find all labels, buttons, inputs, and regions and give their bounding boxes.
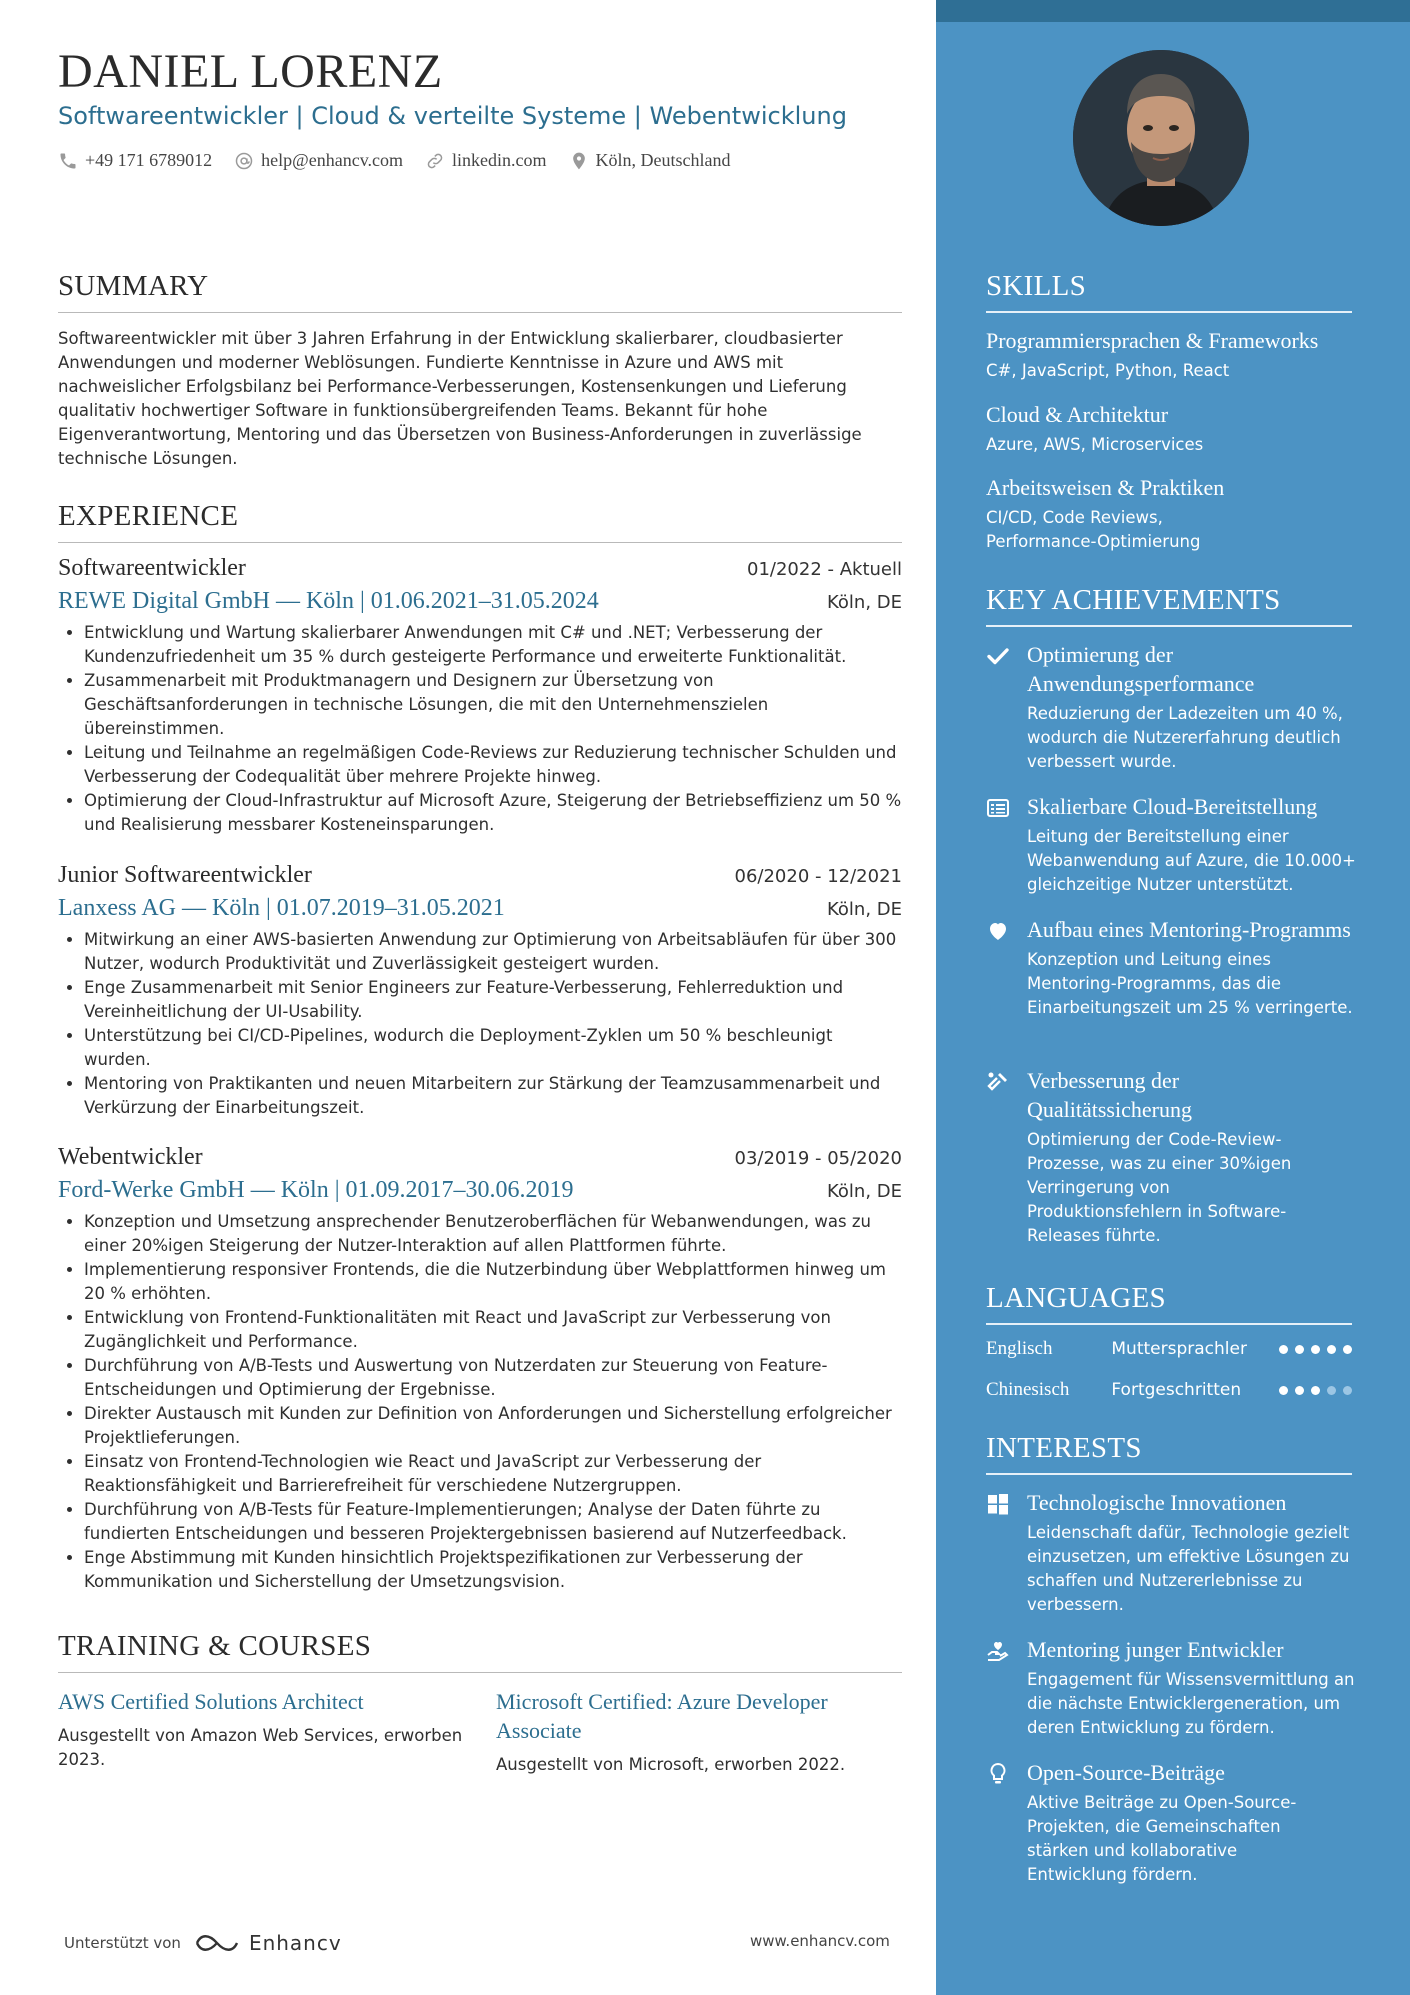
bullet-item: • Entwicklung und Wartung skalierbarer Anwendungen mit C# und .NET; Verbesserung der Kundenzufriedenheit um 35 % durch gesteigerte Performance und erweiterte Funktionalität. — [84, 621, 902, 669]
interest-desc: Engagement für Wissensvermittlung an die nächste Entwicklergeneration, um deren Entwicklung zu fördern. — [1027, 1670, 1355, 1737]
rating-dot — [1343, 1345, 1352, 1354]
bullet-item: • Enge Zusammenarbeit mit Senior Engineers zur Feature-Verbesserung, Fehlerreduktion und Vereinheitlichung der UI-Usability. — [84, 976, 902, 1024]
checkmark-icon — [986, 644, 1010, 668]
interests-heading: INTERESTS — [986, 1432, 1352, 1465]
job-entry — [58, 555, 902, 837]
job-bullets — [58, 621, 902, 837]
course-desc: Ausgestellt von Amazon Web Services, erworben 2023. — [58, 1726, 463, 1769]
skill-desc: CI/CD, Code Reviews, Performance-Optimierung — [986, 508, 1201, 551]
job-location: Köln, DE — [826, 592, 902, 613]
job-bullets — [58, 1210, 902, 1594]
avatar — [1073, 50, 1249, 226]
at-icon — [234, 151, 254, 171]
interest-title: Technologische Innovationen — [1027, 1490, 1287, 1515]
skill-desc: C#, JavaScript, Python, React — [986, 361, 1230, 380]
skill-group — [986, 400, 1366, 457]
language-row — [986, 1338, 1352, 1360]
achievement-title: Verbesserung der Qualitätssicherung — [1027, 1068, 1192, 1122]
bullet-item: • Unterstützung bei CI/CD-Pipelines, wodurch die Deployment-Zyklen um 50 % beschleunigt wurden. — [84, 1024, 902, 1072]
avatar-photo — [1073, 50, 1249, 226]
skills-heading: SKILLS — [986, 270, 1352, 303]
job-location: Köln, DE — [826, 1181, 902, 1202]
link-icon — [425, 151, 445, 171]
rating-dot — [1327, 1386, 1336, 1395]
course-entry — [58, 1687, 478, 1772]
achievement-desc: Konzeption und Leitung eines Mentoring-Programms, das die Einarbeitungszeit um 25 % verringerte. — [1027, 950, 1353, 1017]
interest-item — [986, 1488, 1356, 1617]
sidebar-top-bar — [936, 0, 1410, 22]
language-name: Englisch — [986, 1338, 1053, 1359]
job-bullets — [58, 928, 902, 1120]
rating-dot — [1311, 1345, 1320, 1354]
achievement-desc: Leitung der Bereitstellung einer Webanwendung auf Azure, die 10.000+ gleichzeitige Nutzer unterstützt. — [1027, 827, 1356, 894]
bullet-item: • Direkter Austausch mit Kunden zur Definition von Anforderungen und Sicherstellung erfolgreicher Projektlieferungen. — [84, 1402, 902, 1450]
rating-dot — [1279, 1386, 1288, 1395]
interest-desc: Aktive Beiträge zu Open-Source-Projekten, die Gemeinschaften stärken und kollaborative Entwicklung fördern. — [1027, 1793, 1297, 1884]
job-entry — [58, 1144, 902, 1594]
job-date: 01/2022 - Aktuell — [747, 559, 902, 580]
skill-group — [986, 473, 1225, 554]
achievement-item — [986, 640, 1356, 774]
enhancv-logo-icon — [193, 1930, 241, 1956]
achievement-title: Aufbau eines Mentoring-Programms — [1027, 917, 1351, 942]
location-pin-icon — [569, 151, 589, 171]
job-role: Junior Softwareentwickler — [58, 862, 312, 888]
interest-item — [986, 1758, 1326, 1887]
summary-divider — [58, 312, 902, 313]
skill-title: Arbeitsweisen & Praktiken — [986, 475, 1225, 500]
bullet-item: • Enge Abstimmung mit Kunden hinsichtlich Projektspezifikationen zur Verbesserung der Kommunikation und Sicherstellung der Umsetzungsvision. — [84, 1546, 902, 1594]
rating-dot — [1327, 1345, 1336, 1354]
skill-desc: Azure, AWS, Microservices — [986, 435, 1204, 454]
language-level: Fortgeschritten — [1111, 1380, 1242, 1400]
list-icon — [986, 796, 1010, 820]
language-row — [986, 1379, 1352, 1401]
job-location: Köln, DE — [826, 899, 902, 920]
course-desc: Ausgestellt von Microsoft, erworben 2022. — [496, 1755, 846, 1774]
job-company: Lanxess AG — Köln | 01.07.2019–31.05.2021 — [58, 895, 505, 921]
brand-name: Enhancv — [248, 1931, 342, 1955]
phone-text: +49 171 6789012 — [85, 150, 213, 170]
bullet-item: • Durchführung von A/B-Tests und Auswertung von Nutzerdaten zur Steuerung von Feature-Entscheidungen und Optimierung der Ergebnisse. — [84, 1354, 902, 1402]
achievement-desc: Reduzierung der Ladezeiten um 40 %, wodurch die Nutzererfahrung deutlich verbessert wurde. — [1027, 704, 1343, 771]
footer-url[interactable]: www.enhancv.com — [750, 1932, 890, 1950]
course-title: Microsoft Certified: Azure Developer Associate — [496, 1689, 828, 1743]
languages-divider — [986, 1323, 1352, 1325]
hand-heart-icon — [986, 1639, 1010, 1663]
headline: Softwareentwickler | Cloud & verteilte Systeme | Webentwicklung — [58, 102, 847, 130]
achievements-divider — [986, 625, 1352, 627]
interest-title: Open-Source-Beiträge — [1027, 1760, 1225, 1785]
achievement-item — [986, 915, 1356, 1020]
job-role: Webentwickler — [58, 1144, 203, 1170]
skill-title: Programmiersprachen & Frameworks — [986, 328, 1319, 353]
achievement-title: Skalierbare Cloud-Bereitstellung — [1027, 794, 1318, 819]
windows-icon — [986, 1492, 1010, 1516]
job-entry — [58, 862, 902, 1120]
lightbulb-icon — [986, 1762, 1010, 1786]
bullet-item: • Leitung und Teilnahme an regelmäßigen Code-Reviews zur Reduzierung technischer Schulden und Verbesserung der Codequalität über mehrere Projekte hinweg. — [84, 741, 902, 789]
achievement-desc: Optimierung der Code-Review-Prozesse, was zu einer 30%igen Verringerung von Produktionsfehlern in Software-Releases führte. — [1027, 1130, 1292, 1245]
interest-item — [986, 1635, 1356, 1740]
phone-icon — [58, 151, 78, 171]
contact-location — [569, 150, 731, 171]
bullet-item: • Mitwirkung an einer AWS-basierten Anwendung zur Optimierung von Arbeitsabläufen für über 300 Nutzer, wodurch Produktivität und Zuverlässigkeit gesteigert wurden. — [84, 928, 902, 976]
candidate-name: DANIEL LORENZ — [58, 45, 443, 98]
rating-dot — [1343, 1386, 1352, 1395]
linkedin-text: linkedin.com — [452, 150, 547, 170]
tools-icon — [986, 1070, 1010, 1094]
job-company: Ford-Werke GmbH — Köln | 01.09.2017–30.06.2019 — [58, 1177, 574, 1203]
contact-bar — [58, 150, 752, 171]
course-title: AWS Certified Solutions Architect — [58, 1689, 364, 1714]
bullet-item: • Zusammenarbeit mit Produktmanagern und Designern zur Übersetzung von Geschäftsanforderungen in technische Lösungen, die mit den Unternehmenszielen übereinstimmen. — [84, 669, 902, 741]
language-name: Chinesisch — [986, 1379, 1070, 1400]
training-divider — [58, 1672, 902, 1673]
language-rating — [1272, 1345, 1352, 1354]
job-role: Softwareentwickler — [58, 555, 246, 581]
interest-title: Mentoring junger Entwickler — [1027, 1637, 1284, 1662]
achievement-item — [986, 1066, 1332, 1248]
contact-email[interactable] — [234, 150, 403, 171]
bullet-item: • Optimierung der Cloud-Infrastruktur auf Microsoft Azure, Steigerung der Betriebseffizienz um 50 % und Realisierung messbarer Kosteneinsparungen. — [84, 789, 902, 837]
skills-divider — [986, 311, 1352, 313]
summary-heading: SUMMARY — [58, 270, 902, 303]
course-entry — [496, 1687, 896, 1777]
training-heading: TRAINING & COURSES — [58, 1630, 902, 1663]
bullet-item: • Konzeption und Umsetzung ansprechender Benutzeroberflächen für Webanwendungen, was zu einer 20%igen Steigerung der Nutzer-Interaktion auf allen Plattformen führte. — [84, 1210, 902, 1258]
bullet-item: • Mentoring von Praktikanten und neuen Mitarbeitern zur Stärkung der Teamzusammenarbeit und Verkürzung der Einarbeitungszeit. — [84, 1072, 902, 1120]
language-level: Muttersprachler — [1111, 1339, 1247, 1359]
job-date: 03/2019 - 05/2020 — [734, 1148, 902, 1169]
powered-by-label: Unterstützt von — [64, 1934, 181, 1952]
experience-heading: EXPERIENCE — [58, 500, 902, 533]
heart-icon — [986, 919, 1010, 943]
skill-title: Cloud & Architektur — [986, 402, 1169, 427]
contact-phone[interactable] — [58, 150, 212, 171]
email-text: help@enhancv.com — [261, 150, 404, 170]
languages-heading: LANGUAGES — [986, 1282, 1352, 1315]
interest-desc: Leidenschaft dafür, Technologie gezielt einzusetzen, um effektive Lösungen zu schaffen und Nutzererlebnisse zu verbessern. — [1027, 1523, 1350, 1614]
bullet-item: • Implementierung responsiver Frontends, die die Nutzerbindung über Webplattformen hinweg um 20 % erhöhten. — [84, 1258, 902, 1306]
powered-by — [64, 1930, 342, 1956]
summary-text: Softwareentwickler mit über 3 Jahren Erfahrung in der Entwicklung skalierbarer, cloudbasierter Anwendungen und moderner Weblösungen. Fundierte Kenntnisse in Azure und AWS mit nachweislicher Erfolgsbilanz bei Performance-Verbesserungen, Kostensenkungen und Lieferung qualitativ hochwertiger Software in funktionsübergreifenden Teams. Bekannt für hohe Eigenverantwortung, Mentoring und das Übersetzen von Business-Anforderungen in zuverlässige technische Lösungen. — [58, 329, 862, 468]
experience-divider — [58, 542, 902, 543]
sidebar — [936, 0, 1410, 1995]
bullet-item: • Entwicklung von Frontend-Funktionalitäten mit React und JavaScript zur Verbesserung von Zugänglichkeit und Performance. — [84, 1306, 902, 1354]
bullet-item: • Durchführung von A/B-Tests für Feature-Implementierungen; Analyse der Daten führte zu fundierten Entscheidungen und besseren Projektergebnissen basierend auf Nutzerfeedback. — [84, 1498, 902, 1546]
bullet-item: • Einsatz von Frontend-Technologien wie React und JavaScript zur Verbesserung der Reaktionsfähigkeit und Barrierefreiheit für verschiedene Nutzergruppen. — [84, 1450, 902, 1498]
rating-dot — [1279, 1345, 1288, 1354]
job-company: REWE Digital GmbH — Köln | 01.06.2021–31.05.2024 — [58, 588, 599, 614]
rating-dot — [1311, 1386, 1320, 1395]
job-date: 06/2020 - 12/2021 — [734, 866, 902, 887]
contact-linkedin[interactable] — [425, 150, 546, 171]
achievements-heading: KEY ACHIEVEMENTS — [986, 584, 1352, 617]
language-rating — [1272, 1386, 1352, 1395]
rating-dot — [1295, 1386, 1304, 1395]
interests-divider — [986, 1473, 1352, 1475]
achievement-item — [986, 792, 1356, 897]
skill-group — [986, 326, 1366, 383]
location-text: Köln, Deutschland — [595, 150, 731, 170]
rating-dot — [1295, 1345, 1304, 1354]
achievement-title: Optimierung der Anwendungsperformance — [1027, 642, 1255, 696]
